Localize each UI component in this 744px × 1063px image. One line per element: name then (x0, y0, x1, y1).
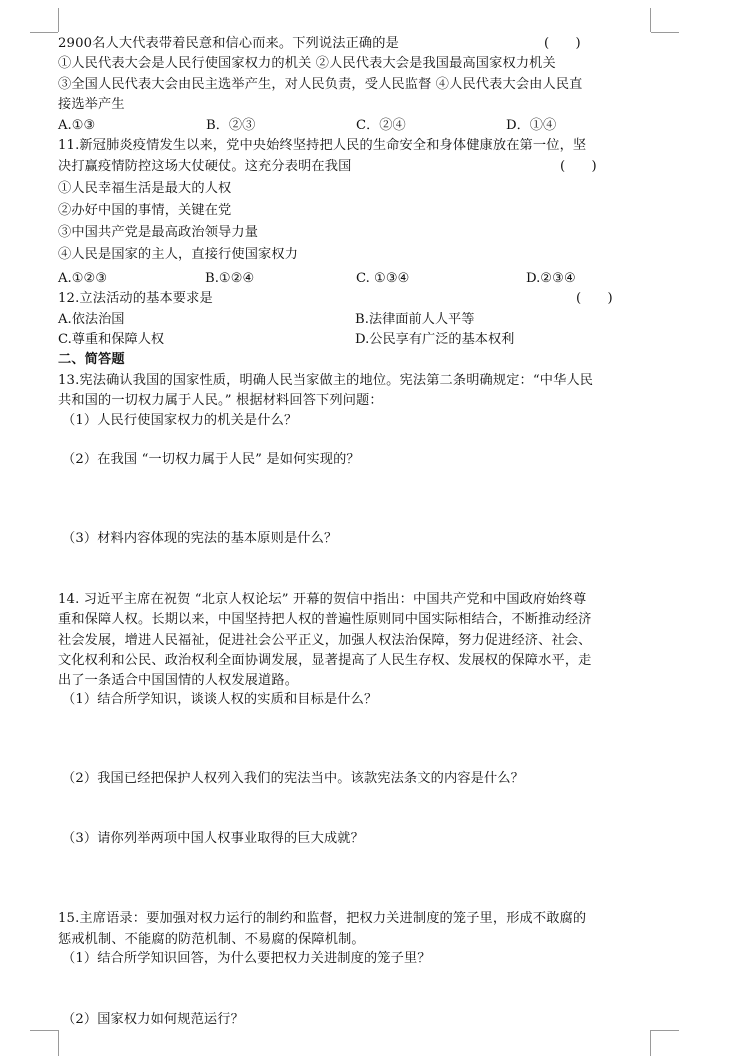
q11-statement-2: ②办好中国的事情，关键在党 (58, 203, 232, 218)
q12-option-d: D.公民享有广泛的基本权利 (355, 332, 515, 347)
crop-mark-top-right-h (651, 32, 679, 33)
q13-sub-1: （1）人民行使国家权力的机关是什么？ (62, 413, 298, 428)
section-heading-short-answer: 二、简答题 (58, 352, 125, 367)
q11-option-b: B.①②④ (205, 271, 255, 286)
q15-sub-1: （1）结合所学知识回答，为什么要把权力关进制度的笼子里？ (62, 951, 431, 966)
crop-mark-bottom-right (650, 1030, 651, 1056)
q11-option-c: C. ①③④ (356, 271, 410, 286)
crop-mark-bottom-left-h (30, 1030, 58, 1031)
q11-stem-line-2: 决打赢疫情防控这场大仗硬仗。这充分表明在我国 (58, 159, 352, 174)
q11-option-d: D.②③④ (526, 271, 576, 286)
q13-stem-line-1: 13.宪法确认我国的国家性质，明确人民当家做主的地位。宪法第二条明确规定：“中华人民 (58, 373, 594, 388)
crop-mark-bottom-right-h (651, 1030, 679, 1031)
q10-option-c: C．②④ (356, 118, 406, 133)
q13-sub-3: （3）材料内容体现的宪法的基本原则是什么？ (62, 531, 338, 546)
crop-mark-top-right (650, 8, 651, 32)
q11-stem-line-1: 11.新冠肺炎疫情发生以来，党中央始终坚持把人民的生命安全和身体健康放在第一位，坚 (58, 138, 587, 153)
q12-answer-paren: ( ) (576, 291, 613, 306)
q10-statement-1: ①人民代表大会是人民行使国家权力的机关 ②人民代表大会是我国最高国家权力机关 (58, 56, 556, 71)
q15-sub-2: （2）国家权力如何规范运行？ (62, 1012, 244, 1027)
q10-option-b: B．②③ (206, 118, 256, 133)
q14-stem-line-1: 14. 习近平主席在祝贺 “北京人权论坛” 开幕的贺信中指出：中国共产党和中国政府始终尊 (58, 592, 587, 607)
q10-statement-2: ③全国人民代表大会由民主选举产生，对人民负责，受人民监督 ④人民代表大会由人民直 (58, 77, 583, 92)
q10-option-a: A.①③ (58, 118, 96, 133)
q12-option-b: B.法律面前人人平等 (355, 312, 475, 327)
q14-sub-1: （1）结合所学知识，谈谈人权的实质和目标是什么？ (62, 692, 378, 707)
q11-statement-4: ④人民是国家的主人，直接行使国家权力 (58, 247, 299, 262)
q12-option-c: C.尊重和保障人权 (58, 332, 165, 347)
q14-stem-line-4: 文化权利和公民、政治权利全面协调发展，显著提高了人民生存权、发展权的保障水平，走 (58, 653, 592, 668)
q12-stem: 12.立法活动的基本要求是 (58, 291, 213, 306)
q10-option-d: D．①④ (506, 118, 557, 133)
q11-statement-1: ①人民幸福生活是最大的人权 (58, 181, 232, 196)
q13-stem-line-2: 共和国的一切权力属于人民。” 根据材料回答下列问题： (58, 393, 383, 408)
crop-mark-top-left-h (30, 32, 58, 33)
crop-mark-top-left (58, 8, 59, 32)
q11-answer-paren: ( ) (560, 159, 597, 174)
q11-statement-3: ③中国共产党是最高政治领导力量 (58, 225, 259, 240)
crop-mark-bottom-left (58, 1030, 59, 1056)
q10-stem: 2900名人大代表带着民意和信心而来。下列说法正确的是 (58, 36, 399, 51)
q10-answer-paren: ( ) (544, 36, 581, 51)
q10-statement-3: 接选举产生 (58, 97, 125, 112)
q15-stem-line-1: 15.主席语录：要加强对权力运行的制约和监督，把权力关进制度的笼子里，形成不敢腐的 (58, 911, 587, 926)
q13-sub-2: （2）在我国 “一切权力属于人民” 是如何实现的？ (62, 452, 360, 467)
q12-option-a: A.依法治国 (58, 312, 125, 327)
q14-stem-line-3: 社会发展，增进人民福祉，促进社会公平正义，加强人权法治保障，努力促进经济、社会、 (58, 633, 592, 648)
q14-sub-3: （3）请你列举两项中国人权事业取得的巨大成就？ (62, 831, 364, 846)
q15-stem-line-2: 惩戒机制、不能腐的防范机制、不易腐的保障机制。 (58, 932, 365, 947)
q11-option-a: A.①②③ (58, 271, 108, 286)
q14-stem-line-2: 重和保障人权。长期以来，中国坚持把人权的普遍性原则同中国实际相结合，不断推动经济 (58, 612, 592, 627)
q14-sub-2: （2）我国已经把保护人权列入我们的宪法当中。该款宪法条文的内容是什么？ (62, 771, 525, 786)
q14-stem-line-5: 出了一条适合中国国情的人权发展道路。 (58, 673, 299, 688)
